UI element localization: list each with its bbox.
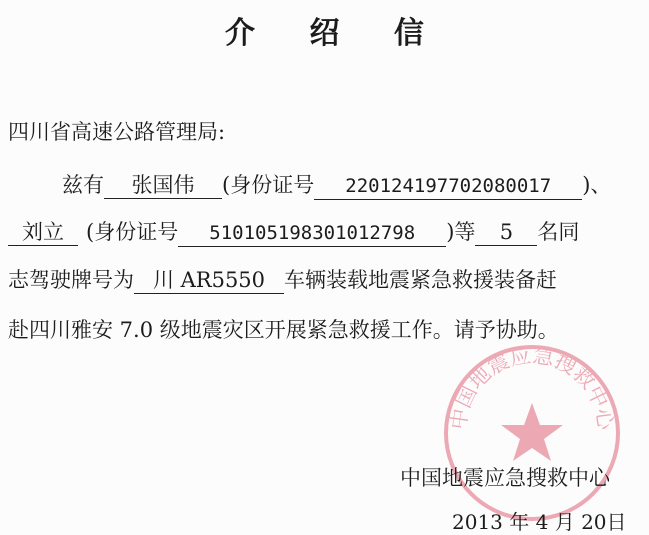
- paragraph-line-1: [62, 170, 611, 200]
- close-paren-comma: )、: [582, 173, 612, 197]
- stamp-text: 中国地震应急搜救中心: [446, 343, 618, 432]
- plate-field: 川 AR5550: [134, 267, 284, 294]
- id-label: (身份证号: [222, 173, 315, 197]
- count-field: 5: [475, 219, 537, 246]
- plate-label: 志驾驶牌号为: [8, 268, 134, 292]
- official-seal-stamp: [432, 333, 632, 533]
- id-label-2: (身份证号: [86, 220, 179, 244]
- person1-id-field: 220124197702080017: [314, 173, 582, 200]
- person1-name-field: 张国伟: [104, 172, 222, 199]
- paragraph-line-2: [8, 217, 579, 247]
- letter-title: 介 绍 信: [225, 16, 446, 51]
- date-year-unit: 年: [509, 510, 530, 534]
- stamp-star-icon: [501, 403, 563, 461]
- date-day-unit: 日: [606, 510, 627, 534]
- date-year: 2013: [452, 510, 503, 534]
- close-paren-deng: )等: [446, 220, 476, 244]
- date-day: 20: [581, 510, 607, 534]
- vehicle-text: 车辆装载地震紧急救援装备赶: [284, 268, 557, 292]
- signature-date: [452, 506, 627, 535]
- addressee: 四川省高速公路管理局:: [8, 120, 226, 144]
- date-month-unit: 月: [554, 510, 575, 534]
- mingtong-text: 名同: [537, 220, 580, 244]
- intro-text: 兹有: [62, 173, 104, 197]
- paragraph-line-3: [8, 265, 557, 295]
- person2-name-field: 刘立: [8, 219, 78, 246]
- date-month: 4: [535, 510, 549, 534]
- person2-id-field: 510105198301012798: [178, 220, 446, 247]
- paragraph-line-4: 赴四川雅安 7.0 级地震灾区开展紧急救援工作。请予协助。: [8, 318, 559, 342]
- signature-org: 中国地震应急搜救中心: [400, 466, 610, 490]
